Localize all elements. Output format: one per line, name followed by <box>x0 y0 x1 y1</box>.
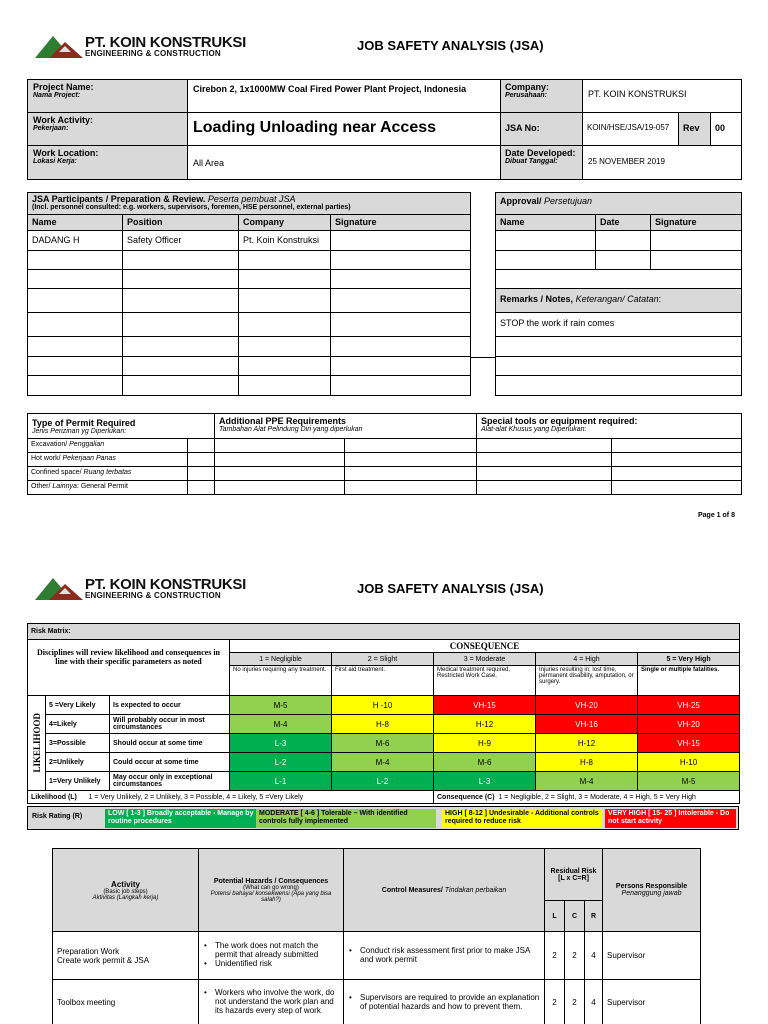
participants-header <box>28 193 471 215</box>
risk-cell: H-9 <box>434 734 536 753</box>
likelihood-row <box>28 696 740 715</box>
work-location-label-id: Lokasi Kerja: <box>33 158 77 165</box>
col-control-header <box>344 849 545 932</box>
consequence-4-desc: Injuries resulting in; lost time, permanent disability, amputation, or surgery. <box>536 666 638 696</box>
risk-cell: VH-15 <box>638 734 740 753</box>
likelihood-row <box>28 772 740 791</box>
person-responsible: Supervisor <box>603 932 701 980</box>
col-activity: Activity <box>111 879 140 889</box>
project-name-label-id: Nama Project: <box>33 92 81 99</box>
participants-row <box>28 313 471 337</box>
tools-title: Special tools or equipment required: <box>481 416 638 426</box>
likelihood-5-desc: Is expected to occur <box>110 696 230 715</box>
permit-row <box>28 467 742 481</box>
company-label-cell <box>501 80 583 113</box>
permit-hot-work: Hot work/ Pekerjaan Panas <box>28 453 188 467</box>
risk-cell: M-6 <box>434 753 536 772</box>
approval-col-signature: Signature <box>651 215 742 231</box>
consequence-5-label: 5 = Very High <box>638 653 740 666</box>
risk-cell: VH-25 <box>638 696 740 715</box>
permit-title: Type of Permit Required <box>32 418 136 428</box>
risk-cell: M-4 <box>332 753 434 772</box>
activity-name-2: Create work permit & JSA <box>57 955 150 965</box>
participants-col-name: Name <box>28 215 123 231</box>
col-hazard-sub: (What can go wrong) <box>243 884 299 891</box>
consequence-2-desc: First aid treatment. <box>332 666 434 696</box>
risk-rating-label: Risk Rating (R) <box>32 813 83 820</box>
col-l: L <box>545 901 565 932</box>
mountain-logo-icon <box>35 574 85 602</box>
residual-r: 4 <box>585 932 603 980</box>
likelihood-title: LIKELIHOOD <box>31 713 42 773</box>
participants-row <box>28 231 471 251</box>
page-number: Page 1 of 8 <box>698 512 735 519</box>
person-responsible: Supervisor <box>603 980 701 1024</box>
remarks-value: STOP the work if rain comes <box>496 313 742 337</box>
participants-row <box>28 337 471 357</box>
risk-cell: L-1 <box>230 772 332 791</box>
likelihood-row <box>28 753 740 772</box>
participants-col-position: Position <box>123 215 239 231</box>
permit-other-checkbox[interactable] <box>188 481 215 495</box>
col-person-id: Penanggung jawab <box>621 890 682 897</box>
permit-confined-space: Confined space/ Ruang terbatas <box>28 467 188 481</box>
consequence-2-label: 2 = Slight <box>332 653 434 666</box>
approval-table <box>495 192 742 396</box>
permit-title-id: Jenis Perizinan yg Diperlukan: <box>32 428 127 435</box>
risk-cell: L-2 <box>230 753 332 772</box>
permit-other: Other/ Lainnya: General Permit <box>28 481 188 495</box>
hazards-cell <box>199 980 344 1024</box>
likelihood-5-label: 5 =Very Likely <box>46 696 110 715</box>
risk-cell: H-8 <box>536 753 638 772</box>
residual-l: 2 <box>545 980 565 1024</box>
likelihood-row <box>28 734 740 753</box>
ppe-title-id: Tambahan Alat Pelindung Diri yang diperlukan <box>219 426 363 433</box>
likelihood-2-desc: Could occur at some time <box>110 753 230 772</box>
col-activity-sub: (Basic job steps) <box>103 888 148 895</box>
consequence-4-label: 4 = High <box>536 653 638 666</box>
likelihood-3-desc: Should occur at some time <box>110 734 230 753</box>
document-title: JOB SAFETY ANALYSIS (JSA) <box>357 38 544 53</box>
date-value: 25 NOVEMBER 2019 <box>583 146 742 180</box>
tools-title-id: Alat-alat Khusus yang Diperlukan: <box>481 426 587 433</box>
activity-name: Preparation Work <box>57 946 120 956</box>
remarks-header <box>496 289 742 313</box>
ppe-header <box>215 414 477 439</box>
participant-company: Pt. Koin Konstruksi <box>239 231 331 251</box>
col-c: C <box>565 901 585 932</box>
activity-name: Toolbox meeting <box>57 998 116 1007</box>
consequence-1-desc: No injuries requiring any treatment. <box>230 666 332 696</box>
risk-cell: VH-15 <box>434 696 536 715</box>
jsa-no-label: JSA No: <box>501 113 583 146</box>
work-activity-label-id: Pekerjaan: <box>33 125 69 132</box>
participants-row <box>28 376 471 396</box>
document-title-2: JOB SAFETY ANALYSIS (JSA) <box>357 581 544 596</box>
work-activity-label: Work Activity: <box>33 115 94 125</box>
hazards-cell <box>199 932 344 980</box>
risk-cell: M-4 <box>536 772 638 791</box>
likelihood-1-desc: May occur only in exceptional circumstances <box>110 772 230 791</box>
col-hazard-header <box>199 849 344 932</box>
likelihood-4-label: 4=Likely <box>46 715 110 734</box>
risk-cell: VH-20 <box>536 696 638 715</box>
participants-note: (Incl. personnel consulted: e.g. workers, supervisors, foremen, HSE personnel, external parties) <box>32 204 351 211</box>
likelihood-3-label: 3=Possible <box>46 734 110 753</box>
remarks-label-id: Keterangan/ Catatan <box>575 294 659 304</box>
col-residual-sub: [L x C=R] <box>558 874 589 882</box>
controls-cell <box>344 980 545 1024</box>
col-person-header <box>603 849 701 932</box>
company-label: Company: <box>505 82 550 92</box>
risk-rating-legend <box>27 806 739 830</box>
remarks-colon: : <box>658 294 662 304</box>
permit-confined-space-checkbox[interactable] <box>188 467 215 481</box>
likelihood-legend: Likelihood (L) 1 = Very Unlikely, 2 = Unlikely, 3 = Possible, 4 = Likely, 5 =Very Likely <box>28 791 434 804</box>
risk-cell: M-6 <box>332 734 434 753</box>
residual-r: 4 <box>585 980 603 1024</box>
date-label-cell <box>501 146 583 180</box>
risk-cell: L-2 <box>332 772 434 791</box>
company-label-id: Perusahaan: <box>505 92 548 99</box>
permit-row <box>28 453 742 467</box>
rev-label: Rev <box>679 113 711 146</box>
activity-table <box>52 848 701 1024</box>
risk-matrix-title: Risk Matrix: <box>28 624 740 640</box>
jsa-no-value: KOIN/HSE/JSA/19-057 <box>583 113 679 146</box>
controls-cell <box>344 932 545 980</box>
project-info-table <box>27 79 742 180</box>
risk-cell: M-4 <box>230 715 332 734</box>
company-logo <box>35 32 246 62</box>
activity-row <box>53 980 701 1024</box>
rating-moderate: MODERATE [ 4-6 ] Tolerable – With identified controls fully implemented <box>256 809 436 828</box>
permit-excavation-checkbox[interactable] <box>188 439 215 453</box>
hazard-item: • Workers who involve the work, do not understand the work plan and its hazards every step of work <box>201 989 341 1015</box>
col-r: R <box>585 901 603 932</box>
risk-cell: H -10 <box>332 696 434 715</box>
consequence-3-desc: Medical treatment required, Restricted Work Case. <box>434 666 536 696</box>
participants-row <box>28 357 471 376</box>
mountain-logo-icon <box>35 32 85 60</box>
remarks-label: Remarks / Notes, <box>500 294 574 304</box>
risk-cell: H-12 <box>434 715 536 734</box>
hazard-item: • The work does not match the permit that already submitted <box>201 942 341 960</box>
hazard-item: • Unidentified risk <box>201 960 341 969</box>
residual-l: 2 <box>545 932 565 980</box>
col-activity-id: Aktivitas (Langkah kerja) <box>92 894 159 901</box>
participant-name: DADANG H <box>28 231 123 251</box>
consequence-5-desc: Single or multiple fatalities. <box>638 666 740 696</box>
risk-cell: H-8 <box>332 715 434 734</box>
participant-signature <box>331 231 471 251</box>
participants-col-company: Company <box>239 215 331 231</box>
consequence-1-label: 1 = Negligible <box>230 653 332 666</box>
participants-row <box>28 289 471 313</box>
participants-title: JSA Participants / Preparation & Review. <box>32 194 206 204</box>
ppe-title: Additional PPE Requirements <box>219 416 347 426</box>
approval-col-name: Name <box>496 215 596 231</box>
risk-cell: M-5 <box>638 772 740 791</box>
likelihood-row <box>28 715 740 734</box>
tools-header <box>477 414 742 439</box>
col-residual: Residual Risk <box>550 867 597 875</box>
rating-high: HIGH [ 8-12 ] Undesirable - Additional controls required to reduce risk <box>442 809 602 828</box>
control-item: • Supervisors are required to provide an explanation of potential hazards and how to prevent them. <box>346 994 542 1012</box>
work-location-value: All Area <box>188 146 501 180</box>
risk-matrix-intro: Disciplines will review likelihood and consequences in line with their specific parameters as noted <box>28 640 230 696</box>
rating-very-high: VERY HIGH [ 15- 25 ] Intolerable - Do not start activity <box>605 809 736 828</box>
permit-row <box>28 481 742 495</box>
residual-c: 2 <box>565 980 585 1024</box>
company-logo-sub: ENGINEERING & CONSTRUCTION <box>85 591 221 600</box>
risk-cell: VH-16 <box>536 715 638 734</box>
participants-table <box>27 192 471 396</box>
likelihood-4-desc: Will probably occur in most circumstances <box>110 715 230 734</box>
risk-cell: L-3 <box>434 772 536 791</box>
residual-c: 2 <box>565 932 585 980</box>
rating-low: LOW [ 1-3 ] Broadly acceptable - Manage by routine procedures <box>105 809 261 828</box>
date-label-id: Dibuat Tanggal: <box>505 158 558 165</box>
col-activity-header <box>53 849 199 932</box>
risk-cell: H-12 <box>536 734 638 753</box>
date-label: Date Developed: <box>505 148 576 158</box>
risk-cell: H-10 <box>638 753 740 772</box>
consequence-legend: Consequence (C) 1 = Negligible, 2 = Slight, 3 = Moderate, 4 = High, 5 = Very High <box>434 791 740 804</box>
likelihood-1-label: 1=Very Unlikely <box>46 772 110 791</box>
approval-header <box>496 193 742 215</box>
project-name-label: Project Name: <box>33 82 94 92</box>
project-name-value: Cirebon 2, 1x1000MW Coal Fired Power Plant Project, Indonesia <box>188 80 501 113</box>
project-name-label-cell <box>28 80 188 113</box>
company-value: PT. KOIN KONSTRUKSI <box>583 80 742 113</box>
work-location-label: Work Location: <box>33 148 99 158</box>
work-location-label-cell <box>28 146 188 180</box>
company-logo-name: PT. KOIN KONSTRUKSI <box>85 34 246 51</box>
activity-cell <box>53 932 199 980</box>
company-logo-name: PT. KOIN KONSTRUKSI <box>85 576 246 593</box>
permits-table <box>27 413 742 495</box>
permit-hot-work-checkbox[interactable] <box>188 453 215 467</box>
permit-excavation: Excavation/ Penggalian <box>28 439 188 453</box>
activity-cell <box>53 980 199 1024</box>
company-logo-2 <box>35 574 246 604</box>
col-hazard: Potential Hazards / Consequences <box>213 877 329 885</box>
participants-col-signature: Signature <box>331 215 471 231</box>
participant-position: Safety Officer <box>123 231 239 251</box>
col-control: Control Measures/ <box>381 886 443 894</box>
consequence-3-label: 3 = Moderate <box>434 653 536 666</box>
risk-cell: L-3 <box>230 734 332 753</box>
activity-row <box>53 932 701 980</box>
col-person: Persons Responsible <box>615 883 688 890</box>
risk-cell: M-5 <box>230 696 332 715</box>
col-hazard-id: Potensi bahaya/ konsekwensi (Apa yang bisa salah?) <box>210 890 332 903</box>
rev-value: 00 <box>711 113 742 146</box>
permit-header <box>28 414 215 439</box>
permit-row <box>28 439 742 453</box>
work-activity-label-cell <box>28 113 188 146</box>
risk-cell: VH-20 <box>638 715 740 734</box>
likelihood-2-label: 2=Unlikely <box>46 753 110 772</box>
risk-matrix-table <box>27 623 740 804</box>
participants-row <box>28 251 471 270</box>
work-activity-value: Loading Unloading near Access <box>188 113 501 146</box>
likelihood-axis <box>28 696 46 791</box>
col-control-id: Tindakan perbaikan <box>444 886 507 894</box>
approval-title: Approval/ <box>500 196 542 206</box>
approval-title-id: Persetujuan <box>544 196 593 206</box>
company-logo-sub: ENGINEERING & CONSTRUCTION <box>85 49 221 58</box>
consequence-title: CONSEQUENCE <box>230 640 740 653</box>
participants-row <box>28 270 471 289</box>
control-item: • Conduct risk assessment first prior to make JSA and work permit <box>346 947 542 965</box>
col-residual-header <box>545 849 603 901</box>
participants-title-id: Peserta pembuat JSA <box>207 194 296 204</box>
approval-col-date: Date <box>596 215 651 231</box>
